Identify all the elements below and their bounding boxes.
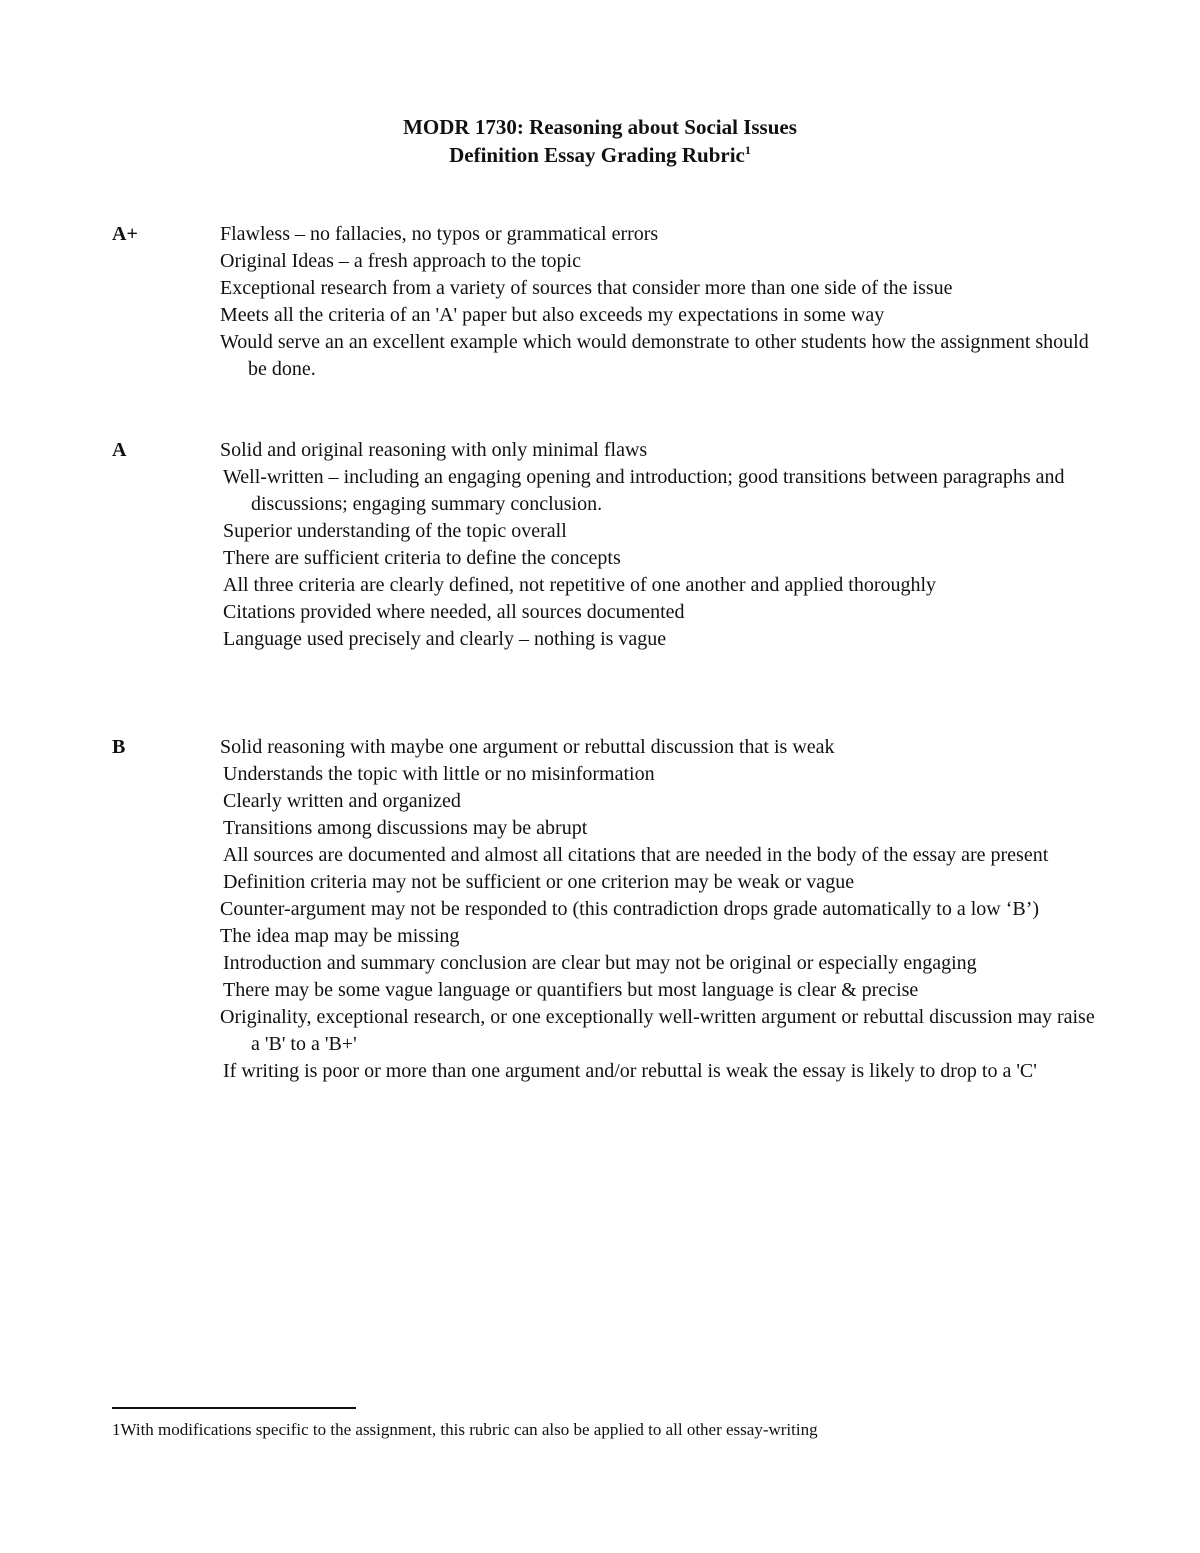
- criterion-item: There are sufficient criteria to define the concepts: [223, 547, 621, 569]
- criterion-item: Citations provided where needed, all sources documented: [223, 601, 685, 623]
- footnote: [112, 1419, 1112, 1441]
- criterion-item: Exceptional research from a variety of sources that consider more than one side of the issue: [220, 277, 953, 299]
- title-footnote-marker: 1: [744, 143, 751, 157]
- footnote-text: With modifications specific to the assignment, this rubric can also be applied to all other essay-writing: [120, 1420, 818, 1439]
- criterion-item: Well-written – including an engaging opening and introduction; good transitions between paragraphs and discussions; engaging summary conclusion.: [223, 466, 1065, 515]
- criterion-item: Would serve an an excellent example which would demonstrate to other students how the assignment should be done.: [220, 331, 1089, 380]
- criterion-item: Definition criteria may not be sufficient or one criterion may be weak or vague: [223, 871, 855, 893]
- footnote-separator: [112, 1407, 356, 1409]
- criterion-item: All three criteria are clearly defined, not repetitive of one another and applied thoroughly: [223, 574, 937, 596]
- criterion-item: Original Ideas – a fresh approach to the topic: [220, 250, 581, 272]
- criterion-item: All sources are documented and almost all citations that are needed in the body of the essay are present: [223, 844, 1049, 866]
- criterion-item: Language used precisely and clearly – nothing is vague: [223, 628, 667, 650]
- criterion-item: Originality, exceptional research, or one exceptionally well-written argument or rebuttal discussion may raise a 'B' to a 'B+': [220, 1006, 1095, 1055]
- course-title: MODR 1730: Reasoning about Social Issues: [403, 115, 797, 139]
- criteria-list-a-plus: [220, 221, 1100, 383]
- criterion-item: Solid reasoning with maybe one argument or rebuttal discussion that is weak: [220, 736, 835, 758]
- criteria-list-b: [220, 734, 1100, 1085]
- criterion-item: If writing is poor or more than one argument and/or rebuttal is weak the essay is likely to drop to a 'C': [223, 1060, 1037, 1082]
- criteria-list-a: [220, 437, 1100, 653]
- criterion-item: Flawless – no fallacies, no typos or grammatical errors: [220, 223, 659, 245]
- criterion-item: There may be some vague language or quantifiers but most language is clear & precise: [223, 979, 919, 1001]
- grade-label-a-plus: A+: [112, 223, 138, 245]
- criterion-item: The idea map may be missing: [220, 925, 460, 947]
- criterion-item: Solid and original reasoning with only minimal flaws: [220, 439, 648, 461]
- grade-label-b: B: [112, 736, 126, 758]
- footnote-marker: 1: [112, 1420, 121, 1439]
- criterion-item: Superior understanding of the topic overall: [223, 520, 567, 542]
- criterion-item: Transitions among discussions may be abrupt: [223, 817, 588, 839]
- rubric-title-text: Definition Essay Grading Rubric: [449, 143, 745, 167]
- criterion-item: Meets all the criteria of an 'A' paper but also exceeds my expectations in some way: [220, 304, 885, 326]
- criterion-item: Counter-argument may not be responded to (this contradiction drops grade automatically to a low ‘B’): [220, 898, 1040, 920]
- document-title: [0, 113, 1200, 169]
- rubric-title: [0, 141, 1200, 169]
- grade-label-a: A: [112, 439, 127, 461]
- criterion-item: Introduction and summary conclusion are clear but may not be original or especially engaging: [223, 952, 977, 974]
- criterion-item: Understands the topic with little or no misinformation: [223, 763, 655, 785]
- criterion-item: Clearly written and organized: [223, 790, 461, 812]
